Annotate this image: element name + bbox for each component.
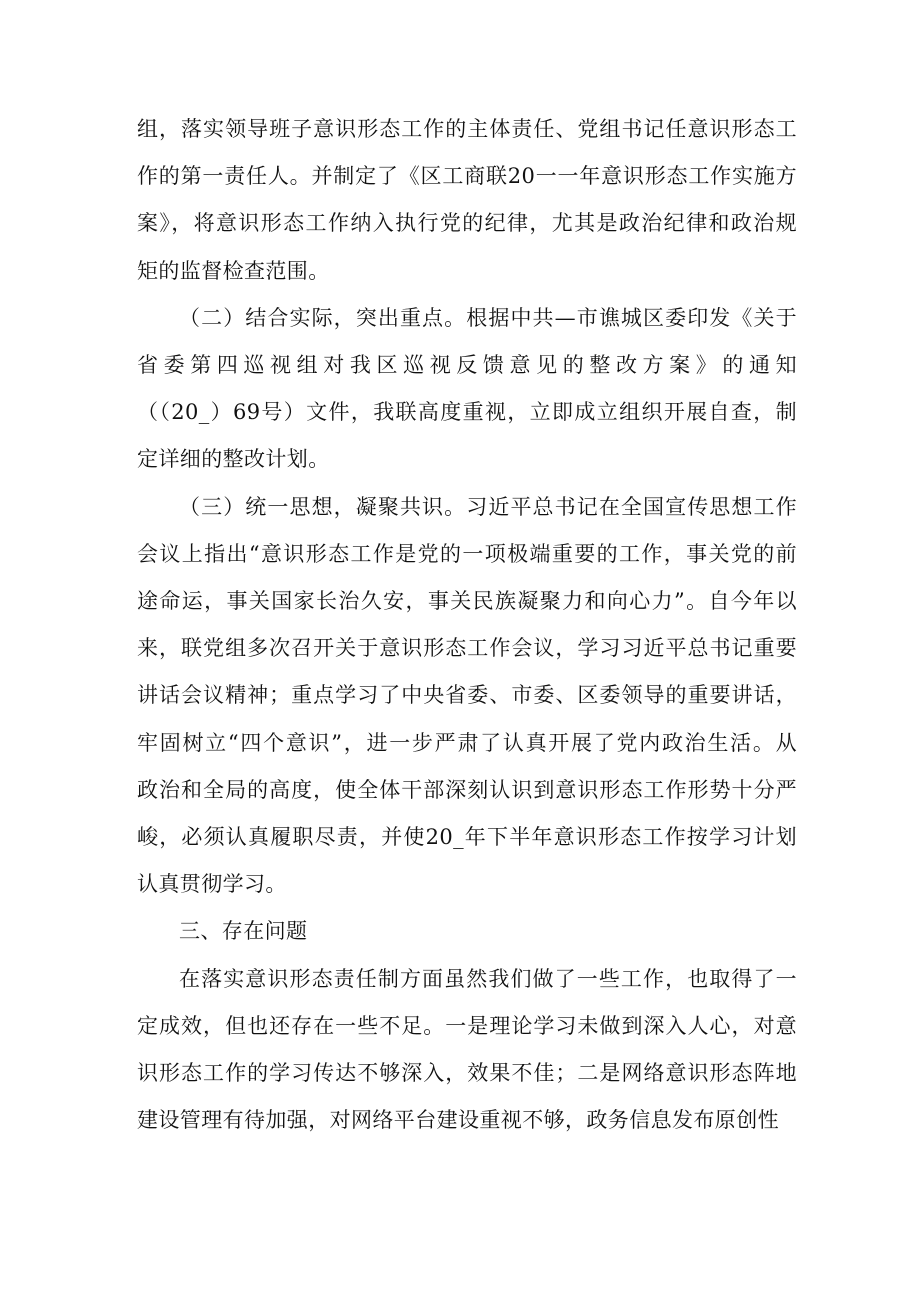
paragraph-line: （（20_）69号）文件，我联高度重视，立即成立组织开展自查，制 bbox=[137, 400, 797, 425]
paragraph-line: 讲话会议精神；重点学习了中央省委、市委、区委领导的重要讲话， bbox=[137, 683, 797, 708]
document-body bbox=[137, 106, 797, 1144]
paragraph-line: 识形态工作的学习传达不够深入，效果不佳；二是网络意识形态阵地 bbox=[137, 1061, 797, 1086]
paragraph-line: 途命运，事关国家长治久安，事关民族凝聚力和向心力”。自今年以 bbox=[137, 589, 797, 614]
paragraph-line: 在落实意识形态责任制方面虽然我们做了一些工作，也取得了一 bbox=[179, 966, 797, 991]
paragraph-line: 来，联党组多次召开关于意识形态工作会议，学习习近平总书记重要 bbox=[137, 636, 797, 661]
paragraph-line: 三、存在问题 bbox=[179, 919, 308, 944]
paragraph-line: 峻，必须认真履职尽责，并使20_年下半年意识形态工作按学习计划 bbox=[137, 825, 797, 850]
paragraph-line: （二）结合实际，突出重点。根据中共—市谯城区委印发《关于 bbox=[179, 305, 797, 330]
paragraph bbox=[137, 908, 797, 955]
paragraph-line: 会议上指出“意识形态工作是党的一项极端重要的工作，事关党的前 bbox=[137, 541, 797, 566]
paragraph-line: 作的第一责任人。并制定了《区工商联20一一年意识形态工作实施方 bbox=[137, 164, 797, 189]
paragraph bbox=[137, 484, 797, 909]
paragraph-line: 定成效，但也还存在一些不足。一是理论学习未做到深入人心，对意 bbox=[137, 1013, 797, 1038]
paragraph-line: 组，落实领导班子意识形态工作的主体责任、党组书记任意识形态工 bbox=[137, 117, 797, 141]
paragraph bbox=[137, 956, 797, 1145]
paragraph-line: 认真贯彻学习。 bbox=[137, 872, 287, 897]
paragraph-line: 省委第四巡视组对我区巡视反馈意见的整改方案》的通知 bbox=[137, 353, 797, 378]
paragraph-line: 建设管理有待加强，对网络平台建设重视不够，政务信息发布原创性 bbox=[137, 1108, 779, 1133]
paragraph-line: 定详细的整改计划。 bbox=[137, 447, 330, 472]
paragraph-line: 案》，将意识形态工作纳入执行党的纪律，尤其是政治纪律和政治规 bbox=[137, 211, 797, 236]
paragraph-line: 矩的监督检查范围。 bbox=[137, 258, 330, 283]
paragraph bbox=[137, 106, 797, 295]
paragraph-line: 牢固树立“四个意识”，进一步严肃了认真开展了党内政治生活。从 bbox=[137, 730, 797, 755]
paragraph-line: （三）统一思想，凝聚共识。习近平总书记在全国宣传思想工作 bbox=[179, 494, 797, 519]
paragraph-line: 政治和全局的高度，使全体干部深刻认识到意识形态工作形势十分严 bbox=[137, 777, 797, 802]
paragraph bbox=[137, 295, 797, 484]
